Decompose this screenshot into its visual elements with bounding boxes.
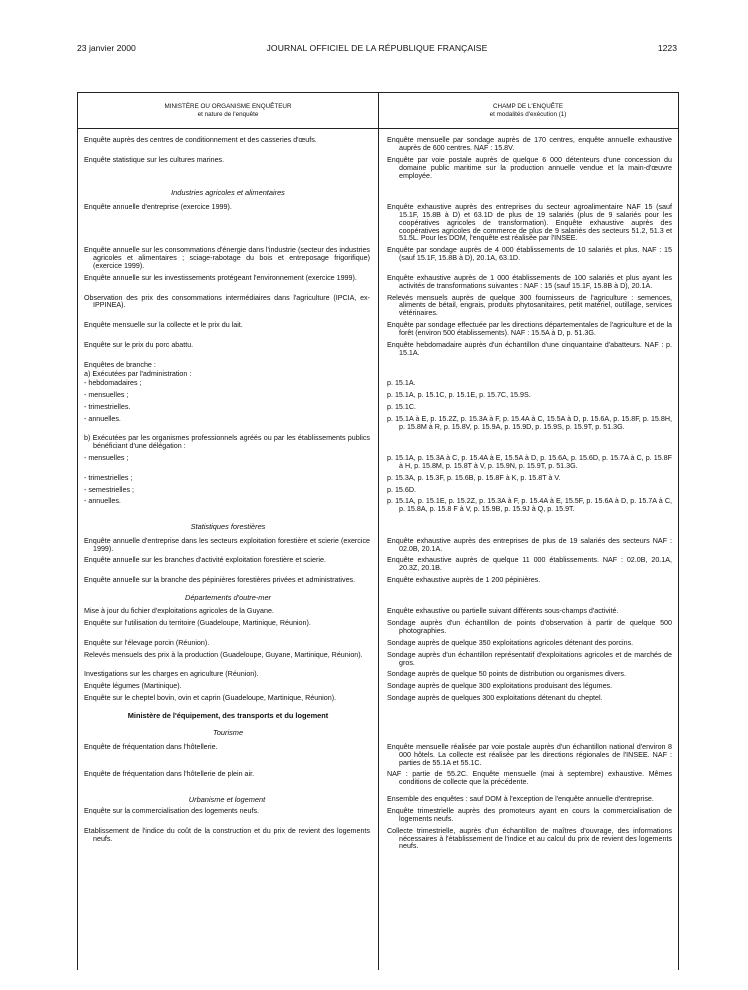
survey-name: Enquête annuelle d'entreprise (exercice 1999).	[84, 202, 232, 211]
survey-scope: p. 15.3A, p. 15.3F, p. 15.6B, p. 15.8F à K, p. 15.8T à V.	[387, 473, 561, 482]
survey-name-cell	[78, 342, 378, 358]
survey-scope: p. 15.1A, p. 15.1E, p. 15.2Z, p. 15.3A à F, p. 15.4A à E, 15.5F, p. 15.6A à D, p. 15.7A à C, p. 15.8A, p. 15.8 F à V, p. 15.9B, p. 15.9J à Q, p. 15.9T.	[387, 497, 672, 514]
table-row	[78, 538, 678, 554]
survey-name-cell	[78, 577, 378, 585]
table-row	[78, 137, 678, 153]
survey-scope: p. 15.1A à E, p. 15.2Z, p. 15.3A à F, p. 15.4A à C, 15.5A à D, p. 15.6A, p. 15.8F, p. 15.8H, p. 15.8M à R, p. 15.8V, p. 15.9A, p. 15.9D, p. 15.9S, p. 15.9T, p. 51.3G.	[387, 414, 672, 431]
survey-scope-cell	[378, 247, 678, 271]
survey-scope: p. 15.1A.	[387, 379, 416, 388]
survey-scope: Sondage auprès de quelque 50 points de distribution ou organismes divers.	[387, 670, 626, 679]
survey-scope: Relevés mensuels auprès de quelque 300 fournisseurs de l'agriculture : semences, aliments de bétail, engrais, produits phytosanitaires, petit matériel, outillage, services vétérinaires.	[387, 293, 672, 318]
survey-name-cell	[78, 808, 378, 824]
table-row	[78, 498, 678, 514]
survey-scope: Sondage auprès d'un échantillon représentatif d'exploitations agricoles et de marchés de gros.	[387, 650, 672, 667]
table-row	[78, 204, 678, 244]
survey-name-cell	[78, 487, 378, 495]
survey-name-cell	[78, 295, 378, 319]
survey-scope-cell	[378, 392, 678, 400]
survey-name: Investigations sur les charges en agriculture (Réunion).	[84, 670, 259, 679]
survey-name: - semestrielles ;	[84, 485, 134, 494]
section-heading: Industries agricoles et alimentaires	[171, 188, 285, 198]
table-row	[78, 342, 678, 358]
table-row	[78, 247, 678, 271]
survey-scope-cell	[378, 455, 678, 471]
survey-scope: Enquête exhaustive auprès des entreprises de plus de 19 salariés des secteurs NAF : 02.0B, 20.1A.	[387, 536, 672, 553]
survey-scope-cell	[378, 137, 678, 153]
section-heading: Urbanisme et logement	[188, 795, 266, 805]
table-row	[78, 744, 678, 768]
survey-scope-cell	[378, 538, 678, 554]
section-heading: Ministère de l'équipement, des transports et du logement	[127, 710, 329, 720]
survey-name-cell	[78, 204, 378, 244]
survey-name-cell	[78, 416, 378, 432]
table-row	[78, 295, 678, 319]
survey-scope-cell	[378, 475, 678, 483]
survey-scope: p. 15.1A, p. 15.3A à C, p. 15.4A à E, 15.5A à D, p. 15.6A, p. 15.6D, p. 15.7A à C, p. 15.8F à H, p. 15.8M, p. 15.8T à V, p. 15.9N, p. 15.9T, p. 51.3G.	[387, 454, 672, 471]
survey-scope: Sondage auprès de quelques 300 exploitations détenant du cheptel.	[387, 694, 603, 703]
survey-scope-cell	[378, 671, 678, 679]
survey-name-cell	[78, 380, 378, 388]
survey-name: - hebdomadaires ;	[84, 379, 142, 388]
table-row	[78, 771, 678, 787]
survey-scope-cell	[378, 808, 678, 824]
survey-scope: Enquête par sondage auprès de 4 000 établissements de 10 salariés et plus. NAF : 15 (sauf 15.1F, 15.8B à D), 20.1A, 63.1D.	[387, 246, 672, 263]
survey-name-cell	[78, 498, 378, 514]
survey-name-cell	[78, 671, 378, 679]
survey-scope: Ensemble des enquêtes : sauf DOM à l'exception de l'enquête annuelle d'entreprise.	[387, 795, 654, 804]
survey-name: Enquête annuelle d'entreprise dans les secteurs exploitation forestière et scierie (exercice 1999).	[84, 536, 370, 553]
survey-scope-cell	[378, 498, 678, 514]
survey-name-cell	[78, 538, 378, 554]
survey-scope-cell	[378, 342, 678, 358]
survey-name: - mensuelles ;	[84, 454, 129, 463]
table-row	[78, 683, 678, 691]
table-row	[78, 671, 678, 679]
survey-scope-cell	[378, 295, 678, 319]
survey-name: - trimestrielles.	[84, 402, 131, 411]
survey-scope-cell	[378, 380, 678, 388]
survey-name: Relevés mensuels des prix à la production (Guadeloupe, Guyane, Martinique, Réunion).	[84, 650, 363, 659]
table-row	[78, 828, 678, 852]
journal-title: JOURNAL OFFICIEL DE LA RÉPUBLIQUE FRANÇAISE	[266, 43, 488, 53]
survey-name: Enquêtes de branche :	[84, 360, 156, 369]
survey-scope-cell	[378, 683, 678, 691]
survey-name: Enquête de fréquentation dans l'hôtellerie de plein air.	[84, 770, 255, 779]
survey-name: Enquête sur l'élevage porcin (Réunion).	[84, 638, 210, 647]
section-heading: Départements d'outre-mer	[184, 593, 272, 603]
survey-scope-cell	[378, 275, 678, 291]
survey-name: Enquête sur la commercialisation des logements neufs.	[84, 806, 260, 815]
survey-table	[77, 92, 679, 970]
right-column-header	[378, 103, 678, 118]
table-row	[78, 695, 678, 703]
survey-scope-cell	[378, 371, 678, 379]
survey-name: - mensuelles ;	[84, 391, 129, 400]
survey-name: b) Exécutées par les organismes professionnels agréés ou par les établissements publics bénéficiant d'une délégation :	[84, 434, 370, 451]
survey-scope-cell	[378, 771, 678, 787]
survey-scope: Enquête trimestrielle auprès des promoteurs ayant en cours la commercialisation de logements neufs.	[387, 806, 672, 823]
survey-name: Enquête sur l'utilisation du territoire (Guadeloupe, Martinique, Réunion).	[84, 619, 311, 628]
survey-name: Mise à jour du fichier d'exploitations agricoles de la Guyane.	[84, 607, 274, 616]
survey-name-cell	[78, 475, 378, 483]
survey-name: Etablissement de l'indice du coût de la construction et du prix de revient des logements neufs.	[84, 826, 370, 843]
survey-name: Enquête de fréquentation dans l'hôtellerie.	[84, 742, 218, 751]
table-row	[78, 796, 678, 804]
survey-name-cell	[78, 392, 378, 400]
survey-name: Enquête légumes (Martinique).	[84, 682, 182, 691]
survey-name-cell	[78, 828, 378, 852]
table-row	[78, 404, 678, 412]
table-row	[78, 380, 678, 388]
survey-name: Enquête annuelle sur les branches d'activité exploitation forestière et scierie.	[84, 556, 326, 565]
survey-name: Enquête annuelle sur les investissements protégeant l'environnement (exercice 1999).	[84, 273, 357, 282]
survey-scope: Enquête mensuelle par sondage auprès de 170 centres, enquête annuelle exhaustive auprès de 600 centres. NAF : 15.8V.	[387, 136, 672, 152]
table-row	[78, 371, 678, 379]
right-header-line1: CHAMP DE L'ENQUÊTE	[492, 103, 564, 110]
table-row	[78, 640, 678, 648]
survey-name-cell	[78, 455, 378, 471]
survey-name: a) Exécutées par l'administration :	[84, 369, 192, 378]
survey-name: - annuelles.	[84, 497, 121, 506]
survey-name: Enquête auprès des centres de conditionnement et des casseries d'œufs.	[84, 136, 317, 144]
header-divider	[78, 128, 678, 129]
survey-scope: Sondage auprès d'un échantillon de points d'observation à partir de quelque 500 photographies.	[387, 619, 672, 636]
survey-name-cell	[78, 557, 378, 573]
survey-scope-cell	[378, 435, 678, 451]
survey-name-cell	[78, 608, 378, 616]
survey-scope: Collecte trimestrielle, auprès d'un échantillon de maîtres d'ouvrage, des informations nécessaires à l'établissement de l'indice et au calcul du prix de revient des logements neufs.	[387, 826, 672, 851]
survey-scope-cell	[378, 796, 678, 804]
table-row	[78, 416, 678, 432]
survey-name-cell	[78, 275, 378, 291]
survey-scope: Enquête par sondage effectuée par les directions départementales de l'agriculture et de la forêt (environ 500 établissements). NAF : 15.5A à D, p. 51.3G.	[387, 321, 672, 338]
table-body	[78, 137, 678, 855]
survey-scope-cell	[378, 487, 678, 495]
table-row	[78, 487, 678, 495]
survey-name-cell	[78, 247, 378, 271]
survey-scope-cell	[378, 416, 678, 432]
survey-name: Enquête sur le cheptel bovin, ovin et caprin (Guadeloupe, Martinique, Réunion).	[84, 694, 337, 703]
table-row	[78, 455, 678, 471]
survey-scope: p. 15.6D.	[387, 485, 416, 494]
survey-scope: Enquête mensuelle réalisée par voie postale auprès d'un échantillon national d'environ 8 000 hôtels. La collecte est réalisée par les directions régionales de l'INSEE. NAF : parties de 55.1A et 55.1C.	[387, 742, 672, 767]
right-header-line2: et modalités d'exécution (1)	[489, 110, 567, 118]
survey-scope-cell	[378, 640, 678, 648]
table-row	[78, 435, 678, 451]
survey-name: - annuelles.	[84, 414, 121, 423]
survey-scope-cell	[378, 620, 678, 636]
table-row	[78, 275, 678, 291]
survey-name: Enquête annuelle sur les consommations d'énergie dans l'industrie (secteur des industries agricoles et alimentaires ; sciage-rabotage du bois et entreposage frigorifique) (exercice 1999).	[84, 246, 370, 271]
survey-name-cell	[78, 744, 378, 768]
survey-name-cell	[78, 137, 378, 153]
table-row	[78, 157, 678, 181]
table-row	[78, 808, 678, 824]
survey-scope: Enquête exhaustive auprès de 1 200 pépinières.	[387, 576, 541, 585]
survey-scope: Sondage auprès de quelque 300 exploitations produisant des légumes.	[387, 682, 613, 691]
table-row	[78, 557, 678, 573]
survey-scope: Enquête exhaustive ou partielle suivant différents sous-champs d'activité.	[387, 607, 619, 616]
header-date: 23 janvier 2000	[77, 43, 136, 53]
survey-scope-cell	[378, 695, 678, 703]
survey-name-cell	[78, 322, 378, 338]
survey-name: Enquête annuelle sur la branche des pépinières forestières privées et administratives.	[84, 576, 356, 585]
survey-scope: Enquête exhaustive auprès de 1 000 établissements de 100 salariés et plus ayant les activités de transformations suivantes : NAF : 15 (sauf 15.1F, 15.8B à D), 20.1A.	[387, 273, 672, 290]
page-header	[77, 43, 677, 57]
survey-name-cell	[78, 404, 378, 412]
section-heading: Tourisme	[212, 728, 244, 738]
survey-scope-cell	[378, 744, 678, 768]
section-heading: Statistiques forestières	[190, 522, 266, 532]
survey-scope-cell	[378, 608, 678, 616]
survey-name: Observation des prix des consommations intermédiaires dans l'agriculture (IPCIA, ex-IPPINEA).	[84, 293, 370, 310]
survey-name-cell	[78, 683, 378, 691]
table-row	[78, 577, 678, 585]
table-row	[78, 475, 678, 483]
survey-name-cell	[78, 362, 378, 370]
survey-scope: Enquête exhaustive auprès des entreprises du secteur agroalimentaire NAF 15 (sauf 15.1F, 15.8B à D) et 63.1D de plus de 19 salariés (plus de 9 salariés pour les coopératives agricoles de transformation). Enquête exhaustive auprès des coopératives agricoles de commerce de plus de 9 salariés des secteurs 51.2, 51.3 et 51.5L. Pour les DOM, l'enquête est réalisée par l'INSEE.	[387, 202, 672, 243]
survey-scope: p. 15.1A, p. 15.1C, p. 15.1E, p. 15.7C, 15.9S.	[387, 391, 531, 400]
survey-scope-cell	[378, 157, 678, 181]
survey-scope-cell	[378, 652, 678, 668]
left-header-line1: MINISTÈRE OU ORGANISME ENQUÊTEUR	[164, 103, 292, 110]
survey-scope: Enquête exhaustive auprès de quelque 11 000 établissements. NAF : 02.0B, 20.1A, 20.3Z, 20.1B.	[387, 556, 672, 573]
survey-scope-cell	[378, 828, 678, 852]
survey-scope: p. 15.1C.	[387, 402, 416, 411]
survey-scope-cell	[378, 204, 678, 244]
survey-name-cell	[78, 695, 378, 703]
survey-scope: Sondage auprès de quelque 350 exploitations agricoles détenant des porcins.	[387, 638, 634, 647]
survey-scope: NAF : partie de 55.2C. Enquête mensuelle (mai à septembre) exhaustive. Mêmes conditions de collecte que la précédente.	[387, 770, 672, 787]
survey-name-cell	[78, 620, 378, 636]
survey-name-cell	[78, 435, 378, 451]
survey-scope-cell	[378, 362, 678, 370]
page-number: 1223	[657, 43, 677, 53]
survey-name-cell	[78, 771, 378, 787]
survey-name: - trimestrielles ;	[84, 473, 133, 482]
survey-scope-cell	[378, 404, 678, 412]
survey-scope: Enquête par voie postale auprès de quelque 6 000 détenteurs d'une concession du domaine public maritime sur la production annuelle vendue et la main-d'œuvre employée.	[387, 155, 672, 180]
survey-name: Enquête statistique sur les cultures marines.	[84, 155, 225, 164]
survey-scope-cell	[378, 322, 678, 338]
table-row	[78, 362, 678, 370]
table-row	[78, 652, 678, 668]
survey-scope: Enquête hebdomadaire auprès d'un échantillon d'une cinquantaine d'abatteurs. NAF : p. 15.1A.	[387, 340, 672, 357]
table-row	[78, 608, 678, 616]
table-row	[78, 392, 678, 400]
survey-scope-cell	[378, 557, 678, 573]
survey-name-cell	[78, 640, 378, 648]
left-column-header	[78, 103, 378, 118]
survey-name-cell	[78, 371, 378, 379]
survey-name: Enquête mensuelle sur la collecte et le prix du lait.	[84, 321, 243, 330]
survey-scope-cell	[378, 577, 678, 585]
left-header-line2: et nature de l'enquête	[197, 110, 259, 118]
survey-name-cell	[78, 157, 378, 181]
table-row	[78, 322, 678, 338]
survey-name-cell	[78, 652, 378, 668]
table-row	[78, 620, 678, 636]
survey-name: Enquête sur le prix du porc abattu.	[84, 340, 194, 349]
